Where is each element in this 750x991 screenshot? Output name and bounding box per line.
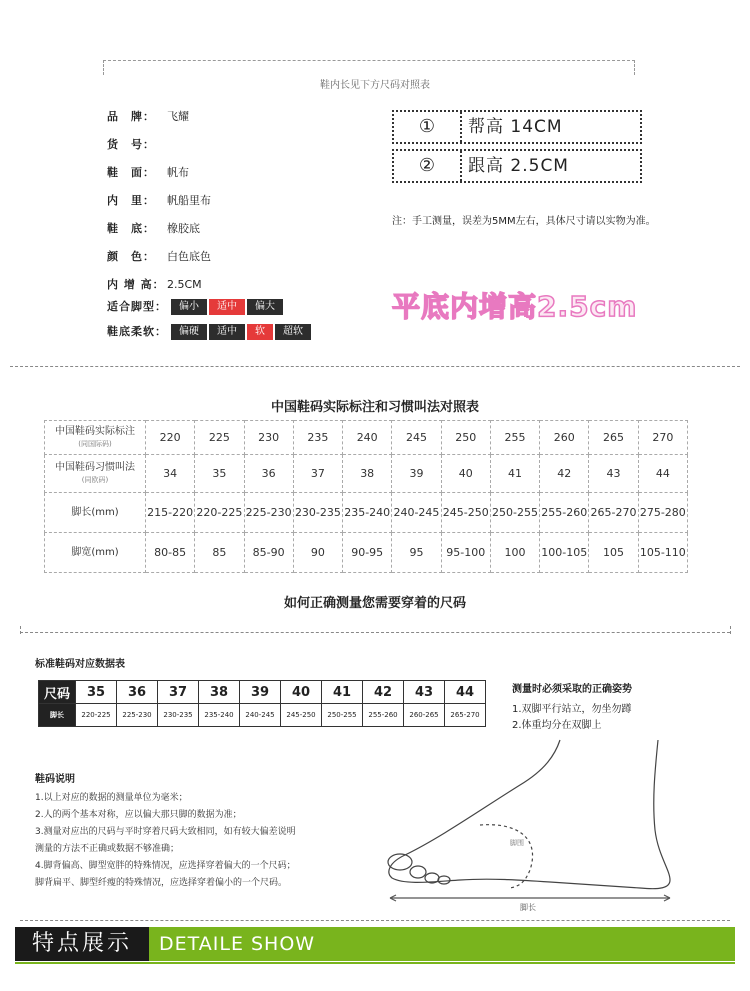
softness-options bbox=[171, 321, 311, 343]
row-header bbox=[45, 421, 146, 455]
divider bbox=[20, 920, 730, 921]
table-cell: 37 bbox=[158, 681, 199, 704]
spec-label: 品 牌： bbox=[107, 110, 155, 123]
spec-label: 内 里： bbox=[107, 194, 155, 207]
table-cell: 220 bbox=[146, 421, 195, 455]
row-header bbox=[45, 533, 146, 573]
toe-outline bbox=[438, 876, 450, 884]
table-cell: 265 bbox=[589, 421, 638, 455]
table-cell: 40 bbox=[281, 681, 322, 704]
table-cell: 260 bbox=[540, 421, 589, 455]
spec-label: 鞋 底： bbox=[107, 222, 155, 235]
table-cell: 265-270 bbox=[445, 704, 486, 727]
length-label: 脚长 bbox=[520, 903, 536, 912]
spec-value: 飞耀 bbox=[167, 110, 189, 123]
box-text: 跟高 2.5CM bbox=[468, 156, 569, 176]
table-cell: 235-240 bbox=[199, 704, 240, 727]
divider bbox=[20, 632, 730, 633]
table-cell: 260-265 bbox=[404, 704, 445, 727]
table-cell: 225-230 bbox=[244, 493, 293, 533]
row-header-text: 中国鞋码习惯叫法 bbox=[55, 461, 135, 473]
fit-option: 偏小 bbox=[171, 299, 207, 315]
spec-value: 白色底色 bbox=[167, 250, 211, 263]
softness-option: 超软 bbox=[275, 324, 311, 340]
header-frame bbox=[103, 60, 635, 75]
table-cell: 225-230 bbox=[117, 704, 158, 727]
explain-line: 1.以上对应的数据的测量单位为毫米； bbox=[35, 793, 188, 803]
table-cell: 42 bbox=[540, 455, 589, 493]
posture-line: 1.双脚平行站立，勿坐勿蹲 bbox=[512, 704, 632, 715]
spec-label: 颜 色： bbox=[107, 250, 155, 263]
std-size-table bbox=[38, 680, 486, 727]
table-cell: 95-100 bbox=[441, 533, 490, 573]
table-row bbox=[39, 681, 486, 704]
fit-options bbox=[171, 296, 283, 318]
table-cell: 235 bbox=[293, 421, 342, 455]
table-cell: 105 bbox=[589, 533, 638, 573]
feature-bar-en: DETAILE SHOW bbox=[149, 927, 735, 961]
fit-row bbox=[107, 296, 283, 318]
box-text: 帮高 14CM bbox=[468, 117, 563, 137]
table-cell: 43 bbox=[589, 455, 638, 493]
table-cell: 220-225 bbox=[76, 704, 117, 727]
fit-label: 适合脚型： bbox=[107, 300, 167, 313]
explain-line: 3.测量对应出的尺码与平时穿着尺码大致相同，如有较大偏差说明 bbox=[35, 827, 296, 837]
table-cell: 38 bbox=[343, 455, 392, 493]
table-cell: 245 bbox=[392, 421, 441, 455]
table-cell: 230-235 bbox=[158, 704, 199, 727]
table-cell: 255-260 bbox=[363, 704, 404, 727]
divider bbox=[10, 366, 740, 367]
spec-row bbox=[107, 106, 189, 128]
table-cell: 220-225 bbox=[195, 493, 244, 533]
row-header-text: 中国鞋码实际标注 bbox=[55, 425, 135, 437]
row-header-sub: (同国际码) bbox=[78, 439, 112, 448]
table-cell: 44 bbox=[638, 455, 687, 493]
table-cell: 240 bbox=[343, 421, 392, 455]
spec-row bbox=[107, 162, 189, 184]
table-cell: 215-220 bbox=[146, 493, 195, 533]
spec-label: 鞋 面： bbox=[107, 166, 155, 179]
softness-row bbox=[107, 321, 311, 343]
table-cell: 37 bbox=[293, 455, 342, 493]
table-cell: 230-235 bbox=[293, 493, 342, 533]
softness-option: 偏硬 bbox=[171, 324, 207, 340]
table-row bbox=[45, 533, 688, 573]
table-cell: 40 bbox=[441, 455, 490, 493]
row-header bbox=[45, 455, 146, 493]
spec-value: 帆布 bbox=[167, 166, 189, 179]
table-cell: 240-245 bbox=[392, 493, 441, 533]
heel-height-box bbox=[392, 149, 642, 183]
spec-row bbox=[107, 134, 167, 156]
feature-bar-stripe bbox=[15, 962, 735, 964]
spec-value: 2.5CM bbox=[167, 278, 202, 291]
box-number: ① bbox=[394, 112, 462, 142]
table-cell: 255 bbox=[490, 421, 539, 455]
table-cell: 245-250 bbox=[281, 704, 322, 727]
size-table bbox=[44, 420, 688, 573]
spec-label: 货 号： bbox=[107, 138, 155, 151]
header-title: 鞋内长见下方尺码对照表 bbox=[320, 80, 430, 91]
spec-value: 帆船里布 bbox=[167, 194, 211, 207]
table-cell: 36 bbox=[117, 681, 158, 704]
row-header: 尺码 bbox=[39, 681, 76, 704]
table-cell: 235-240 bbox=[343, 493, 392, 533]
spec-label: 内 增 高： bbox=[107, 278, 165, 291]
spec-value: 橡胶底 bbox=[167, 222, 200, 235]
table-cell: 240-245 bbox=[240, 704, 281, 727]
explain-line: 脚背扁平、脚型纤瘦的特殊情况，应选择穿着偏小的一个尺码。 bbox=[35, 878, 288, 888]
table-cell: 38 bbox=[199, 681, 240, 704]
size-table-title: 中国鞋码实际标注和习惯叫法对照表 bbox=[270, 400, 479, 415]
explain-line: 测量的方法不正确或数据不够准确； bbox=[35, 844, 180, 854]
table-cell: 85-90 bbox=[244, 533, 293, 573]
fit-option: 适中 bbox=[209, 299, 245, 315]
upper-height-box bbox=[392, 110, 642, 144]
explain-line: 4.脚背偏高、脚型宽胖的特殊情况，应选择穿着偏大的一个尺码； bbox=[35, 861, 296, 871]
table-cell: 43 bbox=[404, 681, 445, 704]
softness-label: 鞋底柔软： bbox=[107, 325, 167, 338]
table-cell: 245-250 bbox=[441, 493, 490, 533]
table-cell: 42 bbox=[363, 681, 404, 704]
toe-outline bbox=[388, 854, 412, 870]
table-row bbox=[39, 704, 486, 727]
girth-line bbox=[480, 825, 533, 888]
table-cell: 39 bbox=[240, 681, 281, 704]
table-cell: 36 bbox=[244, 455, 293, 493]
howto-title: 如何正确测量您需要穿着的尺码 bbox=[283, 596, 466, 611]
table-cell: 255-260 bbox=[540, 493, 589, 533]
explain-line: 2.人的两个基本对称，应以偏大那只脚的数据为准； bbox=[35, 810, 242, 820]
table-cell: 230 bbox=[244, 421, 293, 455]
posture-title: 测量时必须采取的正确姿势 bbox=[512, 684, 632, 695]
table-row bbox=[45, 421, 688, 455]
slogan: 平底内增高2.5cm bbox=[392, 290, 638, 323]
row-header-sub: (同欧码) bbox=[81, 475, 109, 484]
table-cell: 44 bbox=[445, 681, 486, 704]
divider-tick bbox=[20, 626, 21, 634]
table-cell: 39 bbox=[392, 455, 441, 493]
table-cell: 90 bbox=[293, 533, 342, 573]
std-table-title: 标准鞋码对应数据表 bbox=[35, 659, 125, 670]
row-header-text: 脚宽(mm) bbox=[71, 546, 119, 558]
divider-tick bbox=[730, 626, 731, 634]
foot-outline bbox=[389, 740, 670, 889]
toe-outline bbox=[410, 866, 426, 878]
measure-note: 注：手工测量，误差为5MM左右，具体尺寸请以实物为准。 bbox=[392, 216, 656, 227]
table-cell: 250 bbox=[441, 421, 490, 455]
table-row bbox=[45, 493, 688, 533]
foot-illustration bbox=[370, 730, 690, 915]
table-row bbox=[45, 455, 688, 493]
girth-label: 脚围 bbox=[510, 839, 524, 847]
box-number: ② bbox=[394, 151, 462, 181]
table-cell: 41 bbox=[322, 681, 363, 704]
table-cell: 34 bbox=[146, 455, 195, 493]
table-cell: 100-105 bbox=[540, 533, 589, 573]
feature-bar-cn: 特点展示 bbox=[15, 927, 149, 961]
table-cell: 85 bbox=[195, 533, 244, 573]
table-cell: 275-280 bbox=[638, 493, 687, 533]
table-cell: 250-255 bbox=[490, 493, 539, 533]
table-cell: 265-270 bbox=[589, 493, 638, 533]
fit-option: 偏大 bbox=[247, 299, 283, 315]
table-cell: 270 bbox=[638, 421, 687, 455]
table-cell: 35 bbox=[195, 455, 244, 493]
spec-row bbox=[107, 190, 211, 212]
table-cell: 100 bbox=[490, 533, 539, 573]
table-cell: 105-110 bbox=[638, 533, 687, 573]
softness-option: 软 bbox=[247, 324, 273, 340]
table-cell: 225 bbox=[195, 421, 244, 455]
table-cell: 95 bbox=[392, 533, 441, 573]
row-header-text: 脚长(mm) bbox=[71, 506, 119, 518]
table-cell: 90-95 bbox=[343, 533, 392, 573]
table-cell: 80-85 bbox=[146, 533, 195, 573]
row-header bbox=[45, 493, 146, 533]
spec-row bbox=[107, 218, 200, 240]
spec-row bbox=[107, 246, 211, 268]
posture-line: 2.体重均分在双脚上 bbox=[512, 720, 602, 731]
row-header: 脚长 bbox=[39, 704, 76, 727]
explain-title: 鞋码说明 bbox=[35, 774, 75, 785]
table-cell: 41 bbox=[490, 455, 539, 493]
softness-option: 适中 bbox=[209, 324, 245, 340]
table-cell: 250-255 bbox=[322, 704, 363, 727]
spec-row bbox=[107, 274, 202, 296]
table-cell: 35 bbox=[76, 681, 117, 704]
